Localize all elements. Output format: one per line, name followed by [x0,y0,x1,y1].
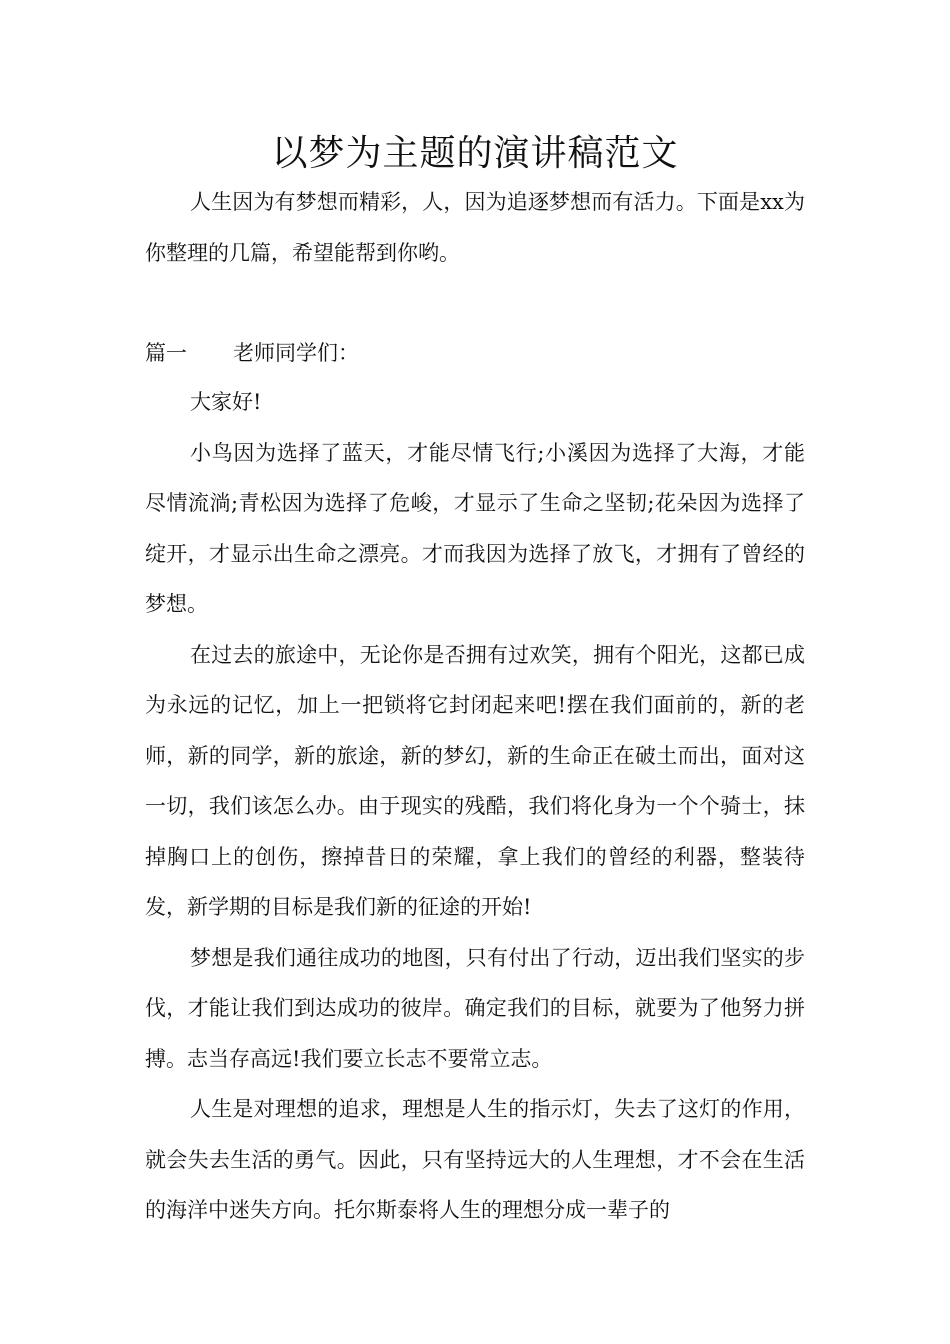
section-heading [145,328,359,378]
intro-paragraph: 人生因为有梦想而精彩，人，因为追逐梦想而有活力。下面是xx为你整理的几篇，希望能帮到你哟。 [145,190,805,265]
paragraph: 在过去的旅途中，无论你是否拥有过欢笑，拥有个阳光，这都已成为永远的记忆，加上一把锁将它封闭起来吧!摆在我们面前的，新的老师，新的同学，新的旅途，新的梦幻，新的生命正在破土而出，面对这一切，我们该怎么办。由于现实的残酷，我们将化身为一个个骑士，抹掉胸口上的创伤，擦掉昔日的荣耀，拿上我们的曾经的利器，整装待发，新学期的目标是我们新的征途的开始! [145,642,805,919]
section-label: 篇一 [145,341,187,365]
paragraph: 大家好! [190,390,262,414]
paragraph: 人生是对理想的追求，理想是人生的指示灯，失去了这灯的作用，就会失去生活的勇气。因此，只有坚持远大的人生理想，才不会在生活的海洋中迷失方向。托尔斯泰将人生的理想分成一辈子的 [145,1097,805,1222]
paragraph: 梦想是我们通往成功的地图，只有付出了行动，迈出我们坚实的步伐，才能让我们到达成功的彼岸。确定我们的目标，就要为了他努力拼搏。志当存高远!我们要立长志不要常立志。 [145,945,805,1071]
document-title: 以梦为主题的演讲稿范文 [271,133,679,174]
intro-block [145,177,805,278]
paragraph: 小鸟因为选择了蓝天，才能尽情飞行;小溪因为选择了大海，才能尽情流淌;青松因为选择了危峻，才显示了生命之坚韧;花朵因为选择了绽开，才显示出生命之漂亮。才而我因为选择了放飞，才拥有了曾经的梦想。 [145,440,805,616]
main-body [145,377,805,1236]
salutation: 老师同学们： [233,341,359,365]
